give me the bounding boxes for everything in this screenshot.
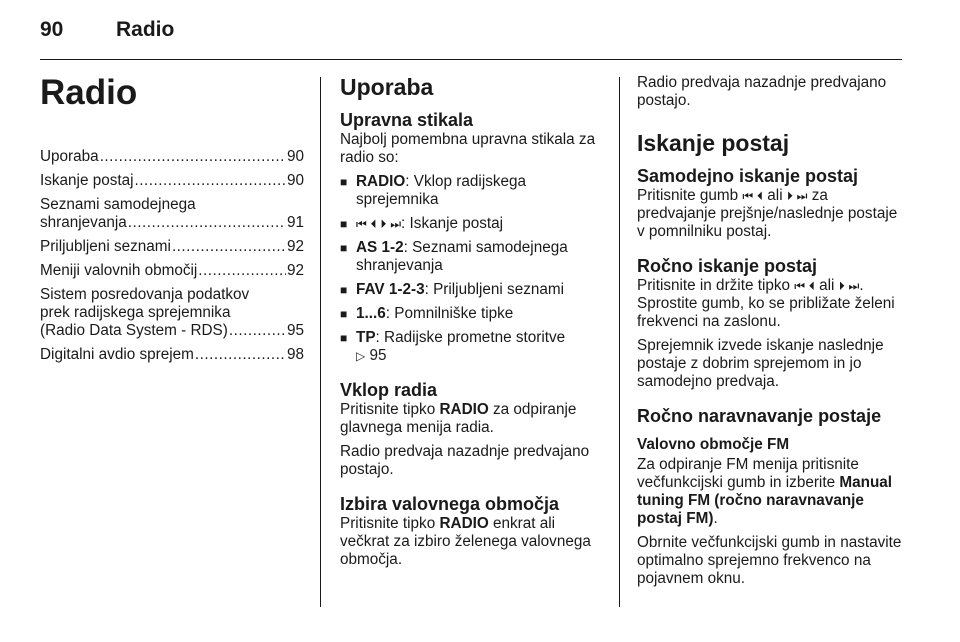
toc-entry[interactable]	[40, 148, 304, 166]
toc-entry-title: Iskanje postaj	[40, 172, 134, 189]
toc-entry[interactable]	[40, 196, 304, 232]
toc-entry-title: Meniji valovnih območij	[40, 262, 198, 279]
toc-entry[interactable]	[40, 262, 304, 280]
toc-entry-title: Digitalni avdio sprejem	[40, 346, 194, 363]
tuning-section	[637, 406, 903, 588]
auto-heading: Samodejno iskanje postaj	[637, 166, 859, 186]
bullet-tp: ■ TP: Radijske prometne storitve ▷ 95	[340, 329, 605, 365]
toc-leader-dots	[100, 148, 286, 166]
switch-on-p1: Pritisnite tipko RADIO za odpiranje glavnega menija radia.	[340, 401, 577, 436]
toc-entry-title: Uporaba	[40, 148, 99, 165]
toc-entry[interactable]	[40, 238, 304, 256]
toc-leader-dots	[195, 346, 286, 364]
toc-entry-line: prek radijskega sprejemnika	[40, 304, 231, 321]
toc-entry-page: 91	[286, 214, 304, 231]
toc-leader-dots	[198, 262, 286, 280]
seek-buttons-icon: ⏮ ⏴ ⏵ ⏭	[356, 217, 402, 231]
controls-intro: Najbolj pomembna upravna stikala za radio so:	[340, 131, 596, 166]
band-p1: Pritisnite tipko RADIO enkrat ali večkrat za izbiro želenega valovnega območja.	[340, 515, 591, 568]
manual-section	[637, 256, 903, 391]
toc-entry-row	[40, 214, 304, 232]
seek-forward-icon: ⏵ ⏭	[838, 279, 860, 293]
bullet-seek: ■ ⏮ ⏴ ⏵ ⏭: Iskanje postaj	[340, 215, 605, 233]
page-reference-icon: ▷	[356, 349, 366, 363]
toc-entry-title: shranjevanja	[40, 214, 127, 231]
top-text: Radio predvaja nazadnje predvajano postajo.	[637, 74, 887, 109]
bullet-as: ■ AS 1-2: Seznami samodejnega shranjevanja	[340, 239, 605, 275]
chapter-title: Radio	[40, 73, 138, 112]
search-column	[637, 74, 903, 594]
toc-entry-page: 90	[286, 172, 304, 189]
toc-entry-line: Seznami samodejnega	[40, 196, 196, 213]
toc-column	[40, 74, 304, 370]
tuning-p2: Obrnite večfunkcijski gumb in nastavite optimalno sprejemno frekvenco na pojavnem oknu.	[637, 534, 902, 587]
seek-back-icon: ⏮ ⏴	[742, 189, 764, 203]
page-header	[40, 18, 174, 42]
manual-p1: Pritisnite in držite tipko ⏮ ⏴ ali ⏵ ⏭. Sprostite gumb, ko se približate želeni frekvenci na zaslonu.	[637, 277, 895, 330]
search-title: Iskanje postaj	[637, 130, 790, 156]
controls-list	[340, 173, 605, 365]
column-divider-1	[320, 77, 321, 607]
tuning-heading: Ročno naravnavanje postaje	[637, 406, 882, 426]
switch-on-section	[340, 380, 605, 479]
column-divider-2	[619, 77, 620, 607]
toc-entry-page: 90	[286, 148, 304, 165]
header-rule	[40, 59, 902, 60]
page-number: 90	[40, 18, 64, 41]
bullet-radio: ■ RADIO: Vklop radijskega sprejemnika	[340, 173, 605, 209]
tuning-p1: Za odpiranje FM menija pritisnite večfunkcijski gumb in izberite Manual tuning FM (ročno naravnavanje postaj FM).	[637, 456, 893, 527]
toc-entry-line: Sistem posredovanja podatkov	[40, 286, 250, 303]
fm-subheading: Valovno območje FM	[637, 436, 790, 453]
auto-p: Pritisnite gumb ⏮ ⏴ ali ⏵ ⏭ za predvajanje prejšnje/naslednje postaje v pomnilniku postaj.	[637, 187, 898, 240]
manual-p2: Sprejemnik izvede iskanje naslednje postaje z dobrim sprejemom in jo samodejno predvaja.	[637, 337, 884, 390]
toc-leader-dots	[172, 238, 286, 256]
band-section	[340, 494, 605, 569]
toc-entry[interactable]	[40, 172, 304, 190]
header-section: Radio	[116, 18, 175, 41]
toc-leader-dots	[135, 172, 286, 190]
toc-entry-page: 92	[286, 238, 304, 255]
seek-back-icon: ⏮ ⏴	[794, 279, 815, 293]
toc-leader-dots	[229, 322, 286, 340]
bullet-presets: ■ 1...6: Pomnilniške tipke	[340, 305, 605, 323]
usage-column	[340, 74, 605, 575]
toc-leader-dots	[128, 214, 286, 232]
toc-entry-title: Priljubljeni seznami	[40, 238, 171, 255]
manual-heading: Ročno iskanje postaj	[637, 256, 818, 276]
seek-forward-icon: ⏵ ⏭	[786, 189, 808, 203]
toc-entry[interactable]	[40, 286, 304, 340]
usage-title: Uporaba	[340, 74, 434, 100]
toc-entry-page: 95	[286, 322, 304, 339]
toc-entry[interactable]	[40, 346, 304, 364]
toc-list	[40, 148, 304, 364]
toc-entry-title: (Radio Data System - RDS)	[40, 322, 228, 339]
toc-entry-row	[40, 172, 304, 190]
toc-entry-row	[40, 322, 304, 340]
band-heading: Izbira valovnega območja	[340, 494, 560, 514]
controls-heading: Upravna stikala	[340, 110, 474, 130]
bullet-fav: ■ FAV 1-2-3: Priljubljeni seznami	[340, 281, 605, 299]
toc-entry-page: 92	[286, 262, 304, 279]
tp-page-ref[interactable]: 95	[369, 347, 387, 364]
switch-on-heading: Vklop radia	[340, 380, 438, 400]
switch-on-p2: Radio predvaja nazadnje predvajano postajo.	[340, 443, 590, 478]
toc-entry-row	[40, 346, 304, 364]
toc-entry-row	[40, 148, 304, 166]
toc-entry-row	[40, 262, 304, 280]
toc-entry-page: 98	[286, 346, 304, 363]
toc-entry-row	[40, 238, 304, 256]
